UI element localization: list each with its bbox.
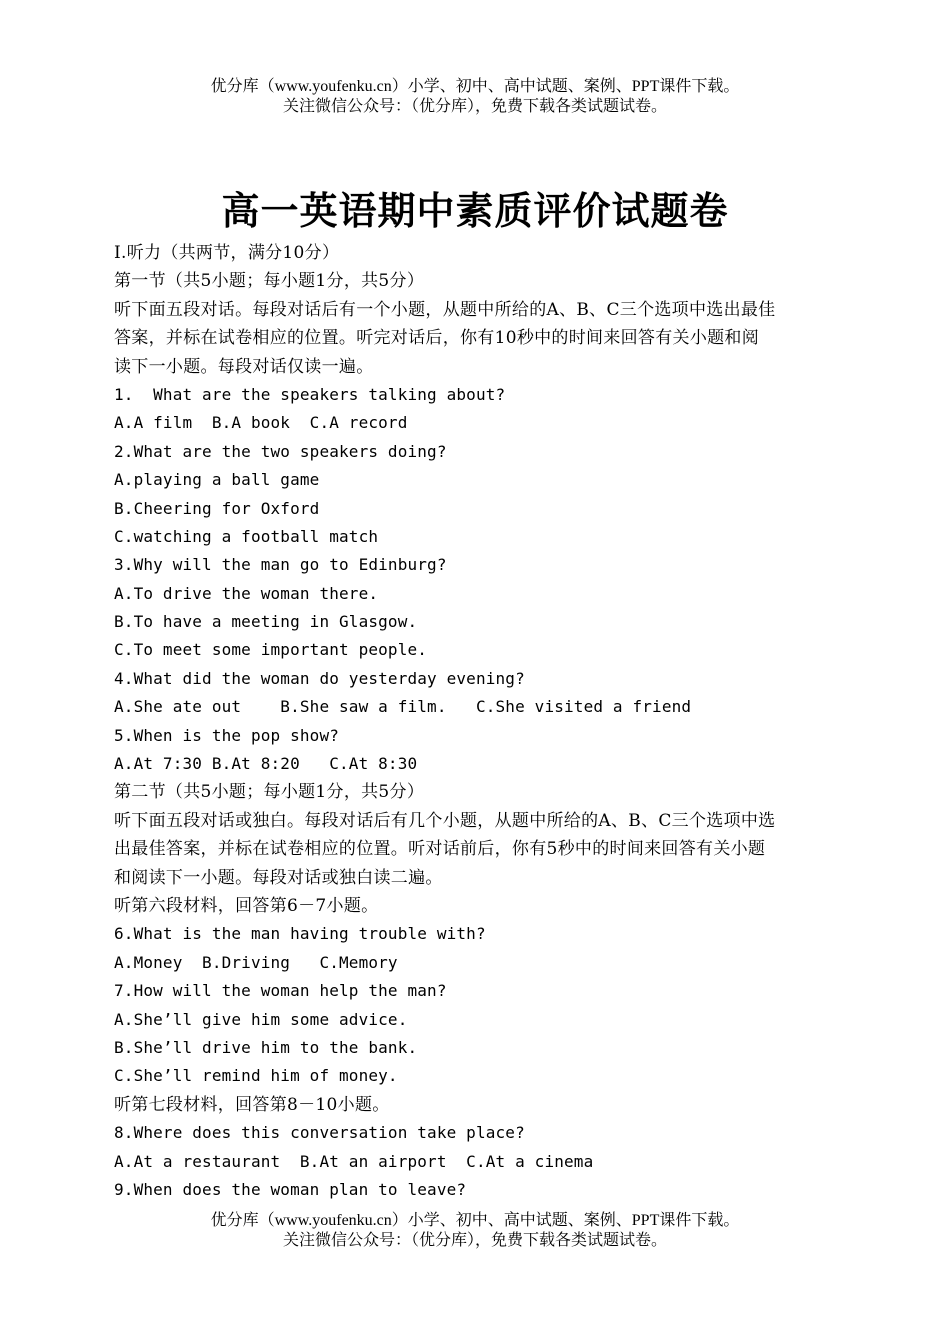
text-line: 听下面五段对话或独白。每段对话后有几个小题，从题中所给的A、B、C三个选项中选 [114,810,776,831]
text-line: 3.Why will the man go to Edinburg? [114,555,447,575]
text-line: 读下一小题。每段对话仅读一遍。 [114,356,374,377]
text-line: C.She’ll remind him of money. [114,1066,398,1086]
text-line: 听第六段材料，回答第6－7小题。 [114,895,379,916]
text-line: A.playing a ball game [114,470,320,490]
text-line: 9.When does the woman plan to leave? [114,1179,467,1199]
footer-line-1: 优分库（www.youfenku.cn）小学、初中、高中试题、案例、PPT课件下载。 [210,1212,740,1229]
text-line: 8.Where does this conversation take place? [114,1123,525,1143]
text-line: A.At 7:30 B.At 8:20 C.At 8:30 [114,754,418,774]
text-line: 答案，并标在试卷相应的位置。听完对话后，你有10秒中的时间来回答有关小题和阅 [114,328,760,349]
text-line: 7.How will the woman help the man? [114,981,447,1001]
document-title: 高一英语期中素质评价试题卷 [221,189,729,233]
document-body [114,239,850,1204]
text-line: 5.When is the pop show? [114,725,340,745]
text-line: C.watching a football match [114,526,379,546]
text-line: B.To have a meeting in Glasgow. [114,612,418,632]
text-line: A.To drive the woman there. [114,583,379,603]
text-line: 第二节（共5小题；每小题1分，共5分） [114,782,425,803]
text-line: 听下面五段对话。每段对话后有一个小题，从题中所给的A、B、C三个选项中选出最佳 [114,299,776,320]
text-line: 6.What is the man having trouble with? [114,924,486,944]
text-line: 第一节（共5小题；每小题1分，共5分） [114,271,425,292]
text-line: 出最佳答案，并标在试卷相应的位置。听对话前后，你有5秒中的时间来回答有关小题 [114,839,766,860]
text-line: 和阅读下一小题。每段对话或独白读二遍。 [114,867,443,888]
text-line: 听第七段材料，回答第8－10小题。 [114,1094,390,1115]
text-line: A.She ate out B.She saw a film. C.She visited a friend [114,697,692,717]
text-line: 1. What are the speakers talking about? [114,384,506,404]
text-line: I.听力（共两节，满分10分） [114,243,340,263]
text-line: A.A film B.A book C.A record [114,413,408,433]
text-line: A.Money B.Driving C.Memory [114,952,398,972]
page-footer [0,1211,950,1251]
footer-line-2: 关注微信公众号：（优分库），免费下载各类试题试卷。 [282,1232,667,1249]
text-line: B.She’ll drive him to the bank. [114,1037,418,1057]
text-line: 2.What are the two speakers doing? [114,441,447,461]
text-line: B.Cheering for Oxford [114,498,320,518]
text-line: 4.What did the woman do yesterday evening? [114,668,525,688]
header-line-2: 关注微信公众号：（优分库），免费下载各类试题试卷。 [282,98,667,115]
header-line-1: 优分库（www.youfenku.cn）小学、初中、高中试题、案例、PPT课件下载。 [210,78,740,95]
page-header [0,77,950,117]
text-line: C.To meet some important people. [114,640,428,660]
text-line: A.She’ll give him some advice. [114,1009,408,1029]
text-line: A.At a restaurant B.At an airport C.At a cinema [114,1151,594,1171]
